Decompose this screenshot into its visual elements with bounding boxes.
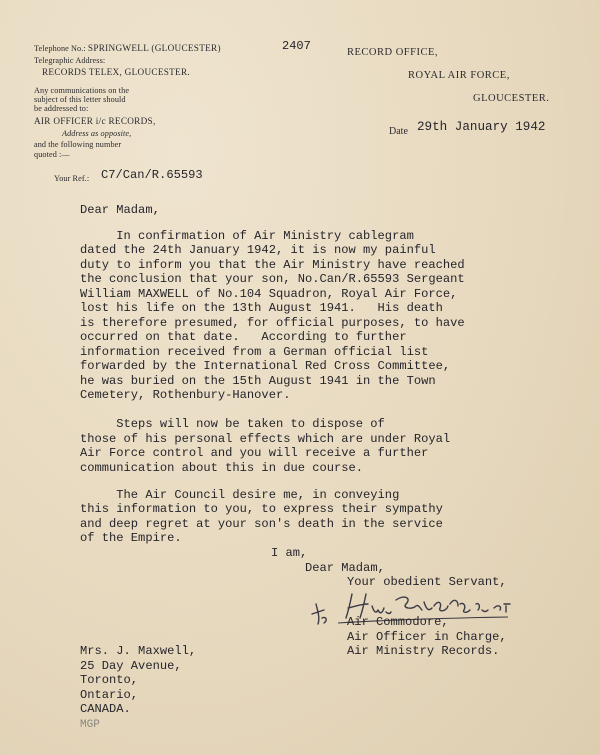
recipient-line: Toronto,	[80, 673, 139, 687]
closing-title-3: Air Ministry Records.	[347, 644, 500, 658]
your-ref-value: C7/Can/R.65593	[101, 168, 203, 182]
recipient-line: Mrs. J. Maxwell,	[80, 644, 197, 658]
date-value: 29th January 1942	[417, 120, 546, 134]
following-line-1: and the following number	[34, 140, 122, 149]
paragraph-line: is therefore presumed, for official purposes, to have	[80, 316, 465, 330]
closing-title-1: Air Commodore,	[347, 615, 449, 629]
closing-servant: Your obedient Servant,	[347, 575, 507, 589]
paragraph-line: communication about this in due course.	[80, 461, 364, 475]
communications-line-3: be addressed to:	[34, 104, 89, 113]
paragraph-line: William MAXWELL of No.104 Squadron, Royal Air Force,	[80, 287, 458, 301]
telephone-label: Telephone No.:	[34, 44, 86, 53]
telephone-number: 2407	[282, 39, 311, 53]
paragraph-line: the conclusion that your son, No.Can/R.65593 Sergeant	[80, 272, 465, 286]
your-ref-label: Your Ref.:	[54, 174, 90, 183]
record-office: RECORD OFFICE,	[347, 47, 439, 58]
paragraph-line: of the Empire.	[80, 531, 182, 545]
address-as-opposite: Address as opposite,	[62, 129, 132, 138]
closing-dear-madam: Dear Madam,	[305, 561, 385, 575]
paragraph-line: he was buried on the 15th August 1941 in the Town	[80, 374, 436, 388]
recipient-line: Ontario,	[80, 688, 139, 702]
paragraph-line: Air Force control and you will receive a further	[80, 446, 429, 460]
paragraph-line: dated the 24th January 1942, it is now my painful	[80, 243, 436, 257]
paragraph-line: lost his life on the 13th August 1941. His death	[80, 301, 443, 315]
paragraph-line: In confirmation of Air Ministry cablegram	[80, 229, 414, 243]
salutation: Dear Madam,	[80, 203, 160, 217]
royal-air-force: ROYAL AIR FORCE,	[408, 70, 510, 81]
paragraph-line: and deep regret at your son's death in the service	[80, 517, 443, 531]
telegraphic-label: Telegraphic Address:	[34, 56, 106, 65]
paragraph-line: The Air Council desire me, in conveying	[80, 488, 400, 502]
telegraphic-address: RECORDS TELEX, GLOUCESTER.	[42, 67, 190, 77]
closing-title-2: Air Officer in Charge,	[347, 630, 507, 644]
paragraph-line: Steps will now be taken to dispose of	[80, 417, 385, 431]
paragraph-line: information received from a German official list	[80, 345, 429, 359]
addressee: AIR OFFICER i/c RECORDS,	[34, 116, 156, 126]
recipient-line: 25 Day Avenue,	[80, 659, 182, 673]
paragraph-line: those of his personal effects which are under Royal	[80, 432, 451, 446]
paragraph-line: occurred on that date. According to further	[80, 330, 407, 344]
gloucester: GLOUCESTER.	[473, 93, 550, 104]
typist-initials: MGP	[80, 719, 100, 731]
paragraph-line: this information to you, to express their sympathy	[80, 502, 443, 516]
communications-line-1: Any communications on the	[34, 86, 130, 95]
recipient-line: CANADA.	[80, 702, 131, 716]
telephone-line	[34, 43, 221, 53]
closing-i-am: I am,	[271, 546, 308, 560]
following-line-2: quoted :—	[34, 150, 70, 159]
paragraph-line: Cemetery, Rothenbury-Hanover.	[80, 388, 291, 402]
communications-line-2: subject of this letter should	[34, 95, 126, 104]
date-label: Date	[389, 126, 408, 137]
telephone-exchange: SPRINGWELL (GLOUCESTER)	[87, 43, 221, 53]
paragraph-line: forwarded by the International Red Cross Committee,	[80, 359, 451, 373]
paragraph-line: duty to inform you that the Air Ministry have reached	[80, 258, 465, 272]
